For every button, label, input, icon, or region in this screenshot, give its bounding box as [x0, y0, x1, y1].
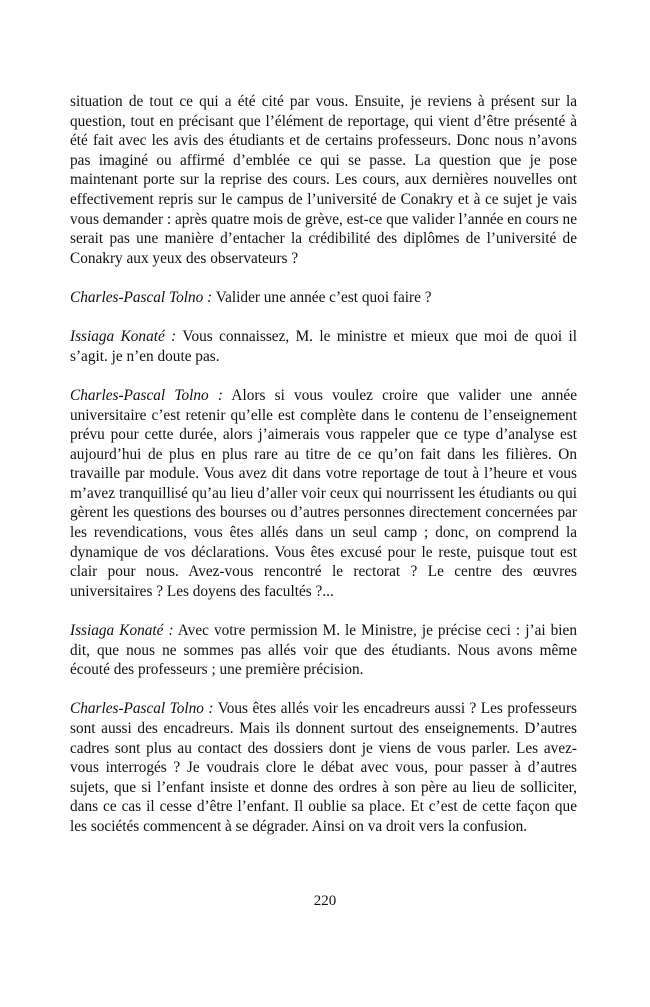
paragraph-5 — [70, 621, 577, 680]
paragraph-2 — [70, 288, 577, 308]
paragraph-1 — [70, 92, 577, 268]
paragraph-6 — [70, 699, 577, 836]
speaker-name: Charles-Pascal Tolno : — [70, 288, 213, 306]
paragraph-1-text: situation de tout ce qui a été cité par vous. Ensuite, je reviens à présent sur la question, tout en précisant que l’élément de reportage, qui vient d’être présenté à été fait avec les avis des étudiants et de certains professeurs. Donc nous n’avons pas imaginé ou affirmé d’emblée ce qui se passe. La question que je pose maintenant porte sur la reprise des cours. Les cours, aux dernières nouvelles ont effectivement repris sur le campus de l’université de Conakry et à ce sujet je vais vous demander : après quatre mois de grève, est-ce que valider l’année en cours ne serait pas une manière d’entacher la crédibilité des diplômes de l’université de Conakry aux yeux des observateurs ? — [70, 93, 577, 267]
speaker-name: Issiaga Konaté : — [70, 622, 174, 640]
speaker-name: Issiaga Konaté : — [70, 328, 177, 346]
paragraph-2-text: Valider une année c’est quoi faire ? — [215, 288, 432, 306]
paragraph-6-text: Vous êtes allés voir les encadreurs aussi ? Les professeurs sont aussi des encadreurs. Mais ils donnent surtout des enseignements. D’autres cadres sont plus au contact des dossiers dont je viens de vous parler. Les avez-vous interrogés ? Je voudrais clore le débat avec vous, pour passer à d’autres sujets, que si l’enfant insiste et donne des ordres à son père au lieu de solliciter, dans ce cas il cesse d’être l’enfant. Il oublie sa place. Et c’est de cette façon que les sociétés commencent à se dégrader. Ainsi on va droit vers la confusion. — [70, 700, 577, 835]
paragraph-3-text: Vous connaissez, M. le ministre et mieux que moi de quoi il s’agit. je n’en doute pas. — [70, 328, 577, 365]
page-body — [70, 92, 577, 856]
speaker-name: Charles-Pascal Tolno : — [70, 700, 214, 718]
paragraph-5-text: Avec votre permission M. le Ministre, je précise ceci : j’ai bien dit, que nous ne sommes pas allés voir que des étudiants. Nous avons même écouté des professeurs ; une première précision. — [70, 622, 577, 679]
speaker-name: Charles-Pascal Tolno : — [70, 386, 224, 404]
paragraph-4 — [70, 386, 577, 602]
page-number: 220 — [313, 893, 337, 909]
paragraph-4-text: Alors si vous voulez croire que valider une année universitaire c’est retenir qu’elle est complète dans le contenu de l’enseignement prévu pour cette durée, alors j’aimerais vous rappeler que ce type d’analyse est aujourd’hui de plus en plus rare au titre de ce qu’on fait dans les filières. On travaille par module. Vous avez dit dans votre reportage de tout à l’heure et vous m’avez tranquillisé qu’au lieu d’aller voir ceux qui nourrissent les étudiants ou qui gèrent les questions des bourses ou d’autres personnes directement concernées par les revendications, vous êtes allés dans un seul camp ; donc, on comprend la dynamique de vos déclarations. Vous êtes excusé pour le reste, puisque tout est clair pour nous. Avez-vous rencontré le rectorat ? Le centre des œuvres universitaires ? Les doyens des facultés ?... — [70, 386, 578, 600]
paragraph-3 — [70, 327, 577, 366]
